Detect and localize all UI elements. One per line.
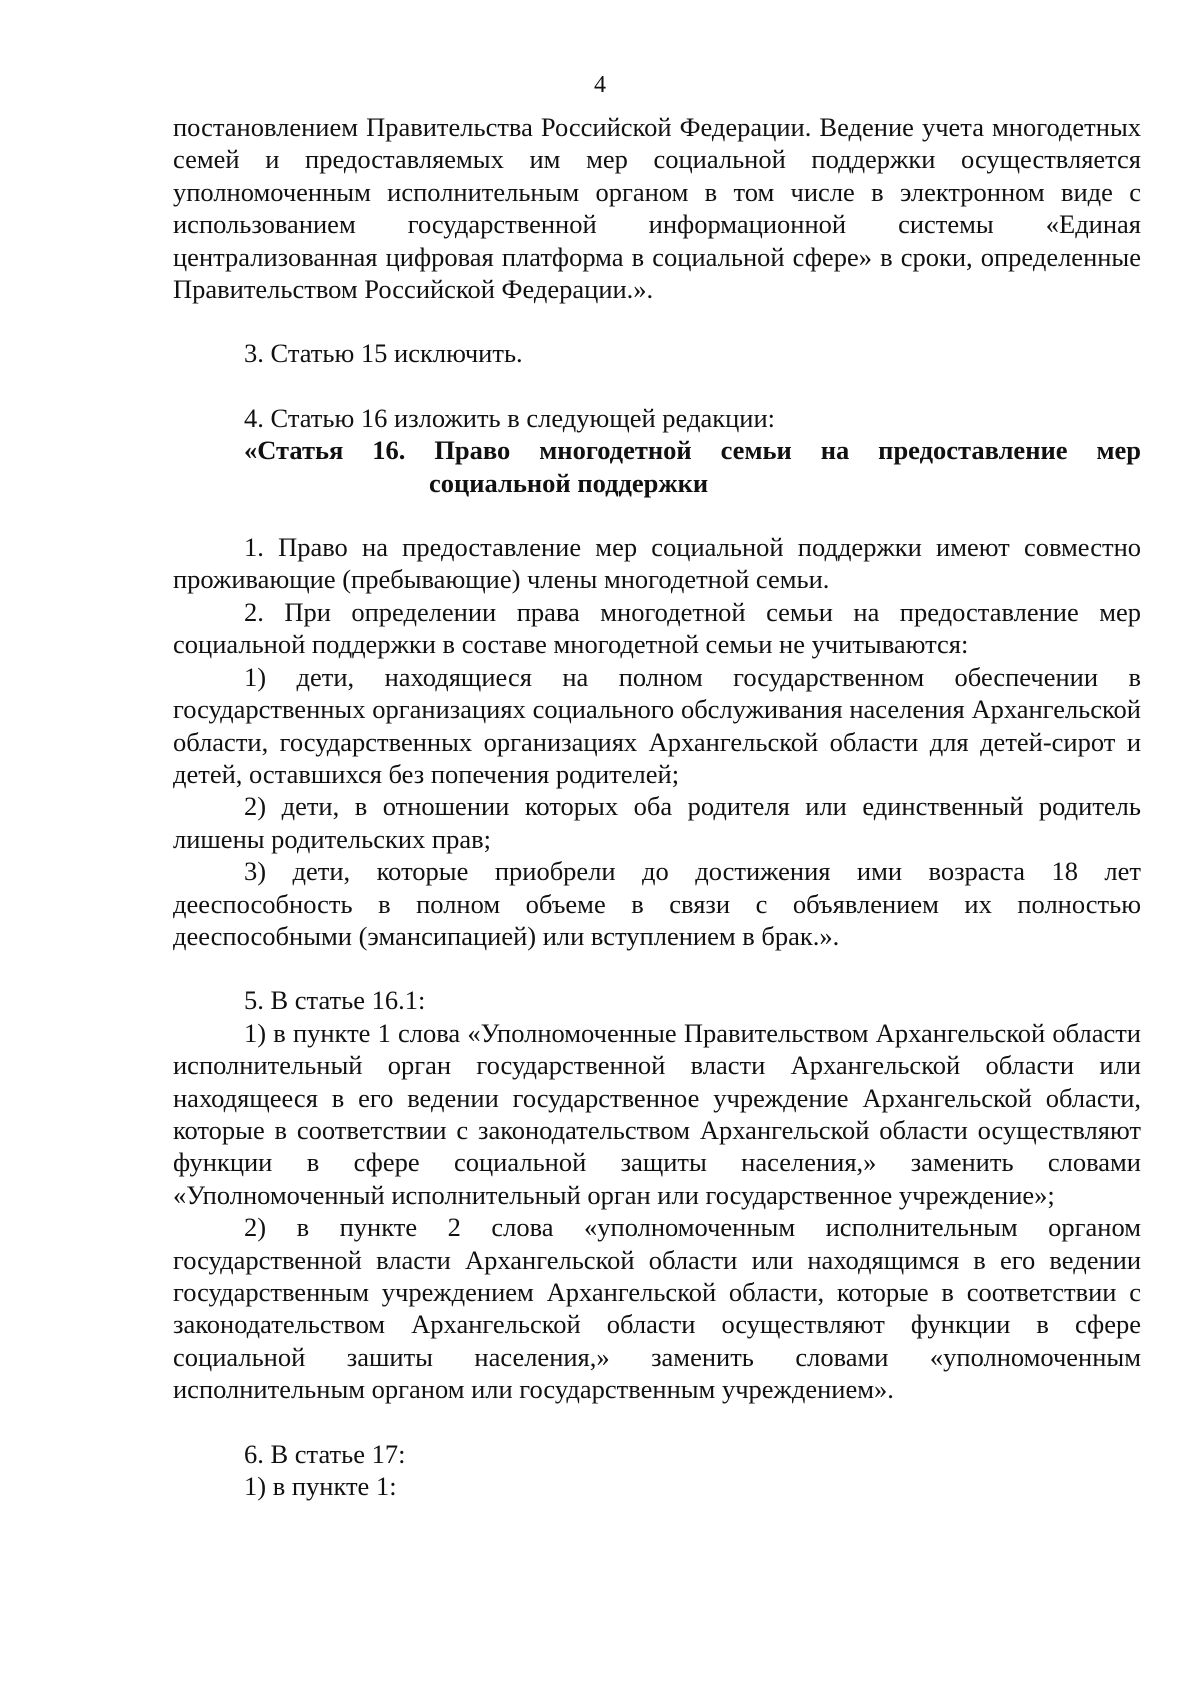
spacer [173,1406,1141,1438]
article-heading [244,434,1141,499]
article-heading-line2: социальной поддержки [429,467,709,498]
paragraph-subclause-2: 2) дети, в отношении которых оба родителя или единственный родитель лишены родительских прав; [173,791,1141,854]
paragraph-continuation: постановлением Правительства Российской Федерации. Ведение учета многодетных семей и предоставляемых им мер социальной поддержки осуществляется уполномоченным исполнительным органом в том числе в электронном виде с использованием государственной информационной системы «Единая централизованная цифровая платформа в социальной сфере» в сроки, определенные Правительством Российской Федерации.». [173,112,1141,305]
paragraph-item-5: 5. В статье 16.1: [244,985,426,1016]
document-body [173,111,1141,1502]
paragraph-item-6-sub-1: 1) в пункте 1: [244,1471,397,1502]
paragraph-item-6: 6. В статье 17: [244,1438,406,1469]
paragraph-clause-2: 2. При определении права многодетной семьи на предоставление мер социальной поддержки в составе многодетной семьи не учитываются: [173,596,1141,660]
paragraph-item-5-sub-2: 2) в пункте 2 слова «уполномоченным исполнительным органом государственной власти Архангельской области или находящимся в его ведении государственным учреждением Архангельской области, которые в соответствии с законодательством Архангельской области осуществляют функции в сфере социальной зашиты населения,» заменить словами «уполномоченным исполнительным органом или государственным учреждением». [173,1212,1141,1405]
paragraph-item-3: 3. Статью 15 исключить. [244,338,523,369]
article-heading-line1: «Статья 16. Право многодетной семьи на предоставление мер [244,435,1141,466]
paragraph-subclause-1: 1) дети, находящиеся на полном государственном обеспечении в государственных организациях социального обслуживания населения Архангельской области, государственных организациях Архангельской области для детей-сирот и детей, оставшихся без попечения родителей; [173,661,1141,789]
spacer [173,305,1141,337]
spacer [173,952,1141,984]
paragraph-clause-1: 1. Право на предоставление мер социальной поддержки имеют совместно проживающие (пребывающие) члены многодетной семьи. [173,532,1141,595]
paragraph-subclause-3: 3) дети, которые приобрели до достижения ими возраста 18 лет дееспособность в полном объеме в связи с объявлением их полностью дееспособными (эмансипацией) или вступлением в брак.». [173,856,1141,951]
spacer [173,499,1141,531]
paragraph-item-4: 4. Статью 16 изложить в следующей редакции: [244,402,775,433]
page-number: 4 [594,72,606,98]
paragraph-item-5-sub-1: 1) в пункте 1 слова «Уполномоченные Правительством Архангельской области исполнительный орган государственной власти Архангельской области или находящееся в его ведении государственное учреждение Архангельской области, которые в соответствии с законодательством Архангельской области осуществляют функции в сфере социальной защиты населения,» заменить словами «Уполномоченный исполнительный орган или государственное учреждение»; [173,1017,1141,1210]
spacer [173,370,1141,402]
